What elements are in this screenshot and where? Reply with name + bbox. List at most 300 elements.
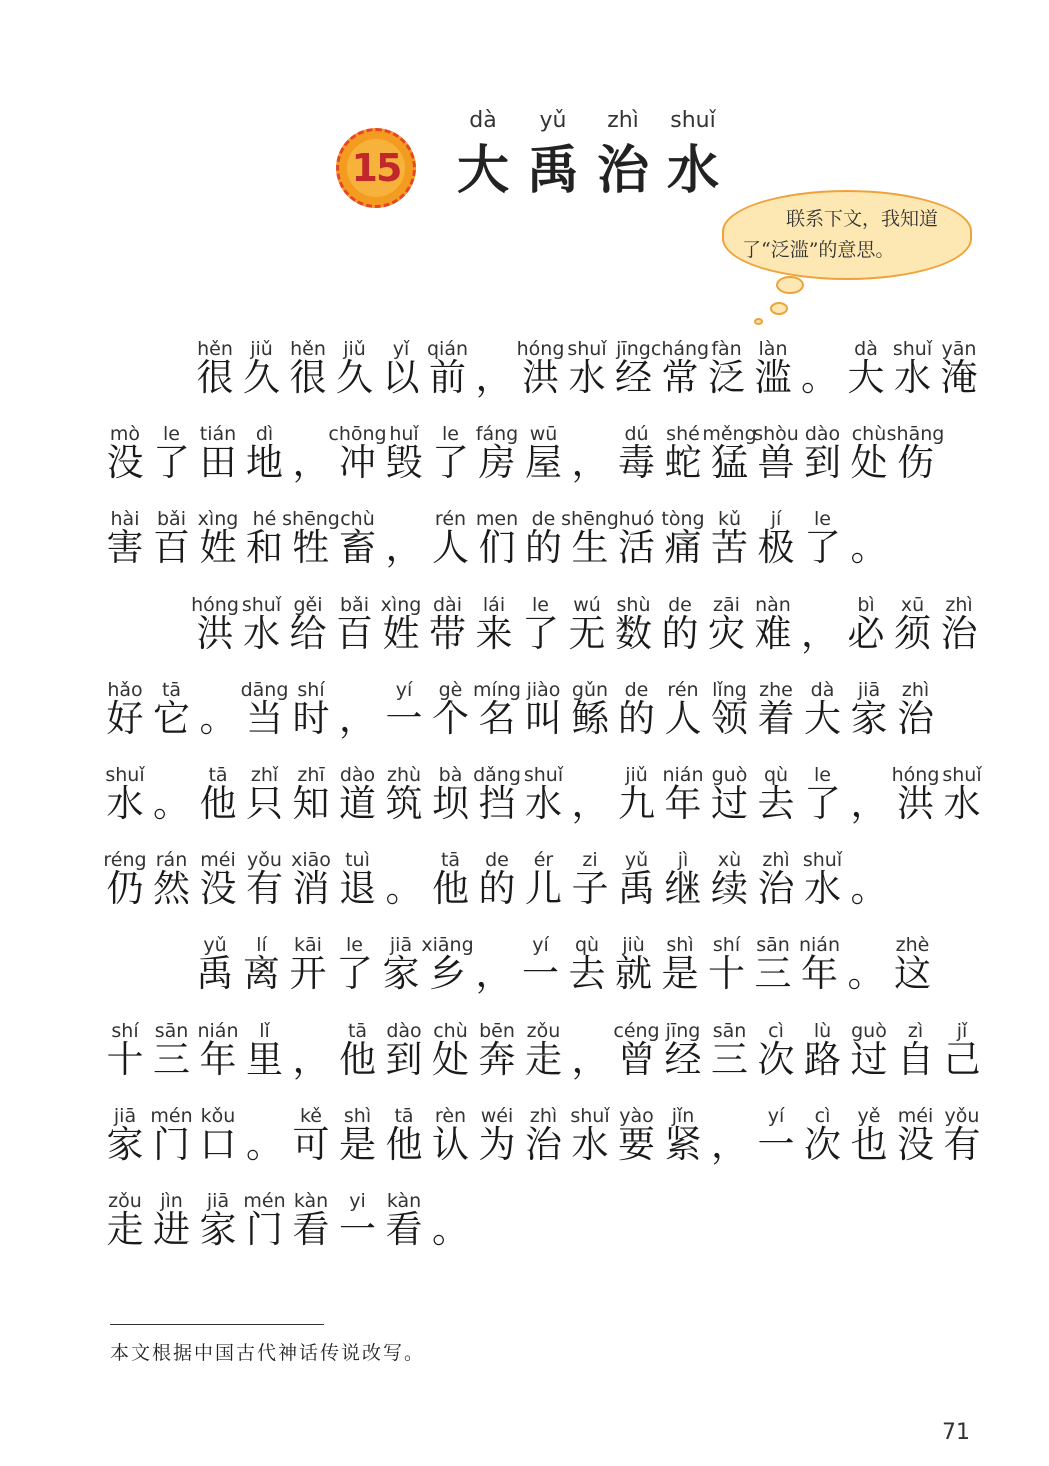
hanzi: 治 <box>897 696 934 740</box>
hanzi: 儿 <box>525 867 562 911</box>
pinyin: měng <box>702 423 757 446</box>
pinyin: mò <box>109 423 141 446</box>
pinyin: jiǔ <box>343 338 366 360</box>
pinyin: shuǐ <box>567 338 607 360</box>
pinyin: bà <box>438 764 463 786</box>
pinyin: huǐ <box>389 423 419 446</box>
pinyin: dài <box>433 593 462 616</box>
pinyin: zhì <box>901 678 930 701</box>
hanzi: 生 <box>571 526 609 570</box>
pinyin: sān <box>712 1019 747 1042</box>
pinyin: yǐ <box>392 338 410 360</box>
hanzi: 大 <box>804 696 841 740</box>
pinyin: hài <box>110 508 140 531</box>
pinyin: wú <box>573 593 601 616</box>
pinyin: nián <box>798 934 840 957</box>
pinyin: jiù <box>622 934 645 957</box>
hanzi: 筑 <box>385 782 423 825</box>
hanzi: 久 <box>336 356 373 399</box>
hanzi: 十 <box>106 1037 144 1081</box>
hanzi: 自 <box>897 1037 934 1081</box>
hanzi: 大 <box>847 356 885 399</box>
hanzi: 畜 <box>339 526 376 570</box>
hanzi: 水 <box>571 1122 609 1166</box>
pinyin: dào <box>339 764 376 786</box>
pinyin: zhì <box>762 849 790 872</box>
hanzi: 门 <box>246 1208 283 1251</box>
hanzi: 害 <box>106 526 144 570</box>
hanzi: 次 <box>757 1037 795 1081</box>
pinyin: jìn <box>160 1190 183 1212</box>
hanzi: 退 <box>339 867 376 911</box>
pinyin: chù <box>851 423 887 446</box>
pinyin: sān <box>154 1019 189 1042</box>
pinyin: zāi <box>713 593 740 616</box>
hanzi: 治 <box>940 611 978 655</box>
hanzi: 蛇 <box>664 441 702 485</box>
pinyin: dú <box>624 423 649 446</box>
footnote: 本文根据中国古代神话传说改写。 <box>110 1342 426 1364</box>
hanzi: 水 <box>894 356 931 399</box>
pinyin: zhì <box>945 593 973 616</box>
pinyin: dì <box>255 423 274 446</box>
hanzi: 路 <box>804 1037 841 1081</box>
hanzi: 一 <box>339 1208 376 1251</box>
hanzi: 洪 <box>522 356 559 399</box>
pinyin: shuǐ <box>241 593 282 616</box>
pinyin: jiǔ <box>250 338 273 360</box>
hanzi: 年 <box>199 1037 237 1081</box>
pinyin: lái <box>482 593 506 616</box>
hanzi: 家 <box>199 1208 237 1251</box>
pinyin: wéi <box>480 1104 514 1127</box>
hanzi: 家 <box>850 696 888 740</box>
hanzi: 要 <box>618 1122 655 1166</box>
pinyin: de <box>668 593 692 616</box>
hanzi: 治 <box>757 867 795 911</box>
hanzi: 一 <box>757 1122 795 1166</box>
pinyin: tā <box>208 764 228 786</box>
hanzi: 了 <box>804 526 841 570</box>
punctuation: ， <box>475 356 513 399</box>
pinyin: zhe <box>759 678 793 701</box>
hanzi: 百 <box>153 526 190 570</box>
hanzi: 续 <box>711 867 748 911</box>
pinyin: gěi <box>293 593 323 616</box>
hanzi: 十 <box>708 952 745 996</box>
hanzi: 走 <box>106 1208 144 1251</box>
pinyin: shì <box>343 1104 372 1127</box>
hanzi: 极 <box>757 526 795 570</box>
pinyin: shāng <box>886 423 945 446</box>
hanzi: 带 <box>429 611 466 655</box>
hanzi: 继 <box>664 867 702 911</box>
lesson-title <box>448 140 728 202</box>
punctuation: ， <box>292 441 330 485</box>
hanzi: 子 <box>571 867 609 911</box>
pinyin: xù <box>717 849 742 872</box>
hanzi: 来 <box>475 611 513 655</box>
pinyin: kǔ <box>717 508 742 531</box>
pinyin: xìng <box>197 508 239 531</box>
hanzi: 可 <box>292 1122 330 1166</box>
pinyin: shuǐ <box>523 764 564 786</box>
text-line <box>0 679 1049 739</box>
punctuation: 。 <box>385 867 423 911</box>
hanzi: 过 <box>711 782 748 825</box>
pinyin: jì <box>677 849 689 872</box>
pinyin: guò <box>711 764 748 786</box>
pinyin: kě <box>299 1104 322 1127</box>
hanzi: 没 <box>106 441 144 485</box>
title-char: 大 <box>456 140 509 201</box>
pinyin: jǐn <box>671 1104 695 1127</box>
pinyin: shuǐ <box>802 849 843 872</box>
hanzi: 灾 <box>708 611 745 655</box>
pinyin: zì <box>907 1019 924 1042</box>
pinyin: yào <box>619 1104 654 1127</box>
hanzi: 到 <box>804 441 841 485</box>
hanzi: 水 <box>243 611 280 655</box>
hanzi: 房 <box>478 441 516 485</box>
hanzi: 数 <box>615 611 652 655</box>
hanzi: 坝 <box>432 782 469 825</box>
pinyin: guò <box>851 1019 887 1042</box>
pinyin: shì <box>666 934 694 957</box>
hanzi: 到 <box>385 1037 423 1081</box>
hanzi: 家 <box>382 952 420 996</box>
hanzi: 为 <box>478 1122 516 1166</box>
hanzi: 洪 <box>897 782 934 825</box>
hanzi: 苦 <box>711 526 748 570</box>
pinyin: hóng <box>191 593 239 616</box>
hanzi: 泛 <box>708 356 745 399</box>
hanzi: 好 <box>106 696 144 740</box>
pinyin: chù <box>340 508 375 531</box>
pinyin: zǒu <box>108 1190 142 1212</box>
pinyin: chù <box>433 1019 468 1042</box>
pinyin: jiā <box>206 1190 230 1212</box>
pinyin: zhù <box>386 764 422 786</box>
pinyin: méi <box>897 1104 934 1127</box>
hanzi: 田 <box>199 441 237 485</box>
hanzi: 水 <box>804 867 841 911</box>
hanzi: 认 <box>432 1122 469 1166</box>
hanzi: 须 <box>894 611 931 655</box>
hanzi: 只 <box>246 782 283 825</box>
pinyin: hóng <box>891 764 940 786</box>
pinyin: zhǐ <box>250 764 279 786</box>
punctuation: 。 <box>850 526 888 570</box>
hanzi: 是 <box>339 1122 376 1166</box>
pinyin: dà <box>810 678 835 701</box>
hanzi: 这 <box>894 952 931 996</box>
pinyin: kǒu <box>200 1104 236 1127</box>
hanzi: 很 <box>289 356 327 399</box>
thought-bubble-line: 了“泛滥”的意思。 <box>742 239 895 261</box>
punctuation: 。 <box>153 782 190 825</box>
pinyin: hé <box>252 508 277 531</box>
page-number: 71 <box>942 1420 970 1445</box>
hanzi: 没 <box>897 1122 934 1166</box>
pinyin: nián <box>197 1019 239 1042</box>
pinyin: bì <box>857 593 875 616</box>
pinyin: shé <box>666 423 700 446</box>
hanzi: 时 <box>292 696 330 740</box>
pinyin: yě <box>857 1104 881 1127</box>
text-line <box>0 764 1049 824</box>
hanzi: 个 <box>432 696 469 740</box>
pinyin: shí <box>712 934 741 957</box>
hanzi: 毒 <box>618 441 655 485</box>
hanzi: 它 <box>153 696 190 740</box>
pinyin: le <box>814 764 831 786</box>
hanzi: 家 <box>106 1122 144 1166</box>
hanzi: 屋 <box>525 441 562 485</box>
pinyin: de <box>531 508 556 531</box>
text-line <box>0 934 1049 994</box>
hanzi: 门 <box>153 1122 190 1166</box>
hanzi: 叫 <box>525 696 562 740</box>
hanzi: 的 <box>618 696 655 740</box>
hanzi: 离 <box>243 952 280 996</box>
thought-bubble-text <box>742 204 962 266</box>
pinyin: shēng <box>282 508 340 531</box>
hanzi: 次 <box>804 1122 841 1166</box>
hanzi: 鲧 <box>571 696 609 740</box>
hanzi: 滥 <box>754 356 792 399</box>
hanzi: 他 <box>199 782 237 825</box>
pinyin: yi <box>349 1190 366 1212</box>
pinyin: kàn <box>386 1190 422 1212</box>
hanzi: 兽 <box>757 441 795 485</box>
hanzi: 里 <box>246 1037 283 1081</box>
pinyin: tuì <box>345 849 370 872</box>
hanzi: 奔 <box>478 1037 516 1081</box>
hanzi: 当 <box>246 696 283 740</box>
pinyin: yān <box>941 338 977 360</box>
punctuation: ， <box>801 611 838 655</box>
pinyin: lǐng <box>712 678 747 701</box>
pinyin: shuǐ <box>942 764 982 786</box>
pinyin: shuǐ <box>570 1104 610 1127</box>
pinyin: dào <box>386 1019 422 1042</box>
hanzi: 无 <box>568 611 606 655</box>
hanzi: 是 <box>661 952 699 996</box>
pinyin: rén <box>667 678 699 701</box>
pinyin: dà <box>854 338 878 360</box>
punctuation: 。 <box>847 952 885 996</box>
pinyin: de <box>485 849 509 872</box>
pinyin: céng <box>613 1019 660 1042</box>
hanzi: 了 <box>522 611 559 655</box>
hanzi: 禹 <box>196 952 234 996</box>
pinyin: bǎi <box>157 508 186 531</box>
title-pinyin-syllable: shuǐ <box>670 108 716 133</box>
pinyin: míng <box>473 678 521 701</box>
text-line <box>0 1020 1049 1080</box>
pinyin: jiā <box>113 1104 137 1127</box>
pinyin: dǎng <box>473 764 521 786</box>
hanzi: 给 <box>289 611 327 655</box>
hanzi: 人 <box>432 526 469 570</box>
text-line <box>0 423 1049 483</box>
hanzi: 水 <box>525 782 562 825</box>
pinyin: shēng <box>561 508 619 531</box>
pinyin: yǒu <box>944 1104 980 1127</box>
hanzi: 走 <box>525 1037 562 1081</box>
pinyin: dāng <box>240 678 289 701</box>
punctuation: ， <box>571 782 609 825</box>
pinyin: men <box>475 508 519 531</box>
pinyin: cì <box>814 1104 831 1127</box>
hanzi: 他 <box>339 1037 376 1081</box>
hanzi: 很 <box>196 356 234 399</box>
punctuation: 。 <box>850 867 888 911</box>
pinyin: lù <box>813 1019 832 1042</box>
pinyin: jiā <box>389 934 413 957</box>
pinyin: yí <box>532 934 549 957</box>
pinyin: làn <box>758 338 788 360</box>
hanzi: 过 <box>850 1037 888 1081</box>
pinyin: hǎo <box>107 678 143 701</box>
pinyin: xiāo <box>291 849 331 872</box>
pinyin: rén <box>434 508 467 531</box>
pinyin: zhī <box>297 764 325 786</box>
title-char: 禹 <box>526 140 579 201</box>
hanzi: 了 <box>804 782 841 825</box>
hanzi: 的 <box>478 867 516 911</box>
hanzi: 地 <box>246 441 283 485</box>
pinyin: nàn <box>755 593 791 616</box>
hanzi: 消 <box>292 867 330 911</box>
hanzi: 处 <box>432 1037 469 1081</box>
punctuation: 。 <box>199 696 237 740</box>
pinyin: jí <box>770 508 782 531</box>
punctuation: ， <box>339 696 376 740</box>
pinyin: yí <box>767 1104 785 1127</box>
text-line <box>0 594 1049 654</box>
hanzi: 年 <box>664 782 702 825</box>
hanzi: 了 <box>153 441 190 485</box>
pinyin: shù <box>616 593 651 616</box>
punctuation: ， <box>571 441 609 485</box>
hanzi: 他 <box>432 867 469 911</box>
hanzi: 难 <box>754 611 792 655</box>
hanzi: 痛 <box>664 526 702 570</box>
hanzi: 仍 <box>106 867 144 911</box>
text-line <box>0 1105 1049 1165</box>
title-char: 治 <box>596 140 649 201</box>
pinyin: mén <box>243 1190 286 1212</box>
hanzi: 毁 <box>385 441 423 485</box>
thought-bubble-dot <box>770 302 788 315</box>
pinyin: zhì <box>529 1104 558 1127</box>
hanzi: 名 <box>478 696 516 740</box>
pinyin: qù <box>763 764 789 786</box>
pinyin: méi <box>200 849 236 872</box>
hanzi: 然 <box>153 867 190 911</box>
punctuation: 。 <box>432 1208 469 1251</box>
hanzi: 的 <box>525 526 562 570</box>
punctuation: ， <box>850 782 888 825</box>
pinyin: hěn <box>197 338 233 360</box>
pinyin: jiā <box>857 678 881 701</box>
thought-bubble-dot <box>776 276 804 294</box>
hanzi: 紧 <box>664 1122 702 1166</box>
punctuation: ， <box>571 1037 609 1081</box>
pinyin: xiāng <box>421 934 474 957</box>
hanzi: 有 <box>943 1122 981 1166</box>
hanzi: 看 <box>292 1208 330 1251</box>
thought-bubble-line: 联系下文，我知道 <box>786 208 939 230</box>
pinyin: xìng <box>380 593 422 616</box>
hanzi: 着 <box>757 696 795 740</box>
pinyin: hóng <box>516 338 565 360</box>
punctuation: ， <box>385 526 423 570</box>
pinyin: jǐ <box>956 1019 968 1042</box>
pinyin: hěn <box>290 338 326 360</box>
hanzi: 一 <box>522 952 559 996</box>
hanzi: 牲 <box>292 526 330 570</box>
pinyin: fáng <box>475 423 519 446</box>
pinyin: zhè <box>895 934 930 957</box>
pinyin: shí <box>111 1019 139 1042</box>
hanzi: 就 <box>615 952 652 996</box>
pinyin: tā <box>347 1019 368 1042</box>
hanzi: 曾 <box>618 1037 655 1081</box>
hanzi: 三 <box>754 952 792 996</box>
pinyin: jiào <box>526 678 561 701</box>
hanzi: 处 <box>850 441 888 485</box>
punctuation: ， <box>711 1122 748 1166</box>
pinyin: réng <box>103 849 147 872</box>
pinyin: gè <box>438 678 463 701</box>
pinyin: dào <box>804 423 841 446</box>
pinyin: fàn <box>711 338 742 360</box>
pinyin: jīng <box>616 338 651 360</box>
pinyin: nián <box>662 764 704 786</box>
hanzi: 人 <box>664 696 702 740</box>
pinyin: wū <box>529 423 558 446</box>
hanzi: 猛 <box>711 441 748 485</box>
thought-bubble-dot <box>754 318 763 325</box>
pinyin: xū <box>900 593 925 616</box>
pinyin: shòu <box>753 423 799 446</box>
lesson-number: 15 <box>351 146 401 190</box>
hanzi: 去 <box>757 782 795 825</box>
hanzi: 经 <box>615 356 652 399</box>
hanzi: 必 <box>847 611 885 655</box>
hanzi: 道 <box>339 782 376 825</box>
pinyin: cì <box>768 1019 784 1042</box>
hanzi: 百 <box>336 611 373 655</box>
hanzi: 挡 <box>478 782 516 825</box>
text-line <box>0 849 1049 909</box>
title-pinyin-syllable: zhì <box>607 108 639 133</box>
pinyin: le <box>532 593 549 616</box>
hanzi: 淹 <box>940 356 978 399</box>
pinyin: tā <box>440 849 461 872</box>
hanzi: 知 <box>292 782 330 825</box>
punctuation: 。 <box>246 1122 283 1166</box>
pinyin: rán <box>155 849 188 872</box>
hanzi: 洪 <box>196 611 234 655</box>
title-pinyin-syllable: dà <box>469 108 497 133</box>
hanzi: 前 <box>429 356 466 399</box>
hanzi: 久 <box>243 356 280 399</box>
hanzi: 禹 <box>618 867 655 911</box>
